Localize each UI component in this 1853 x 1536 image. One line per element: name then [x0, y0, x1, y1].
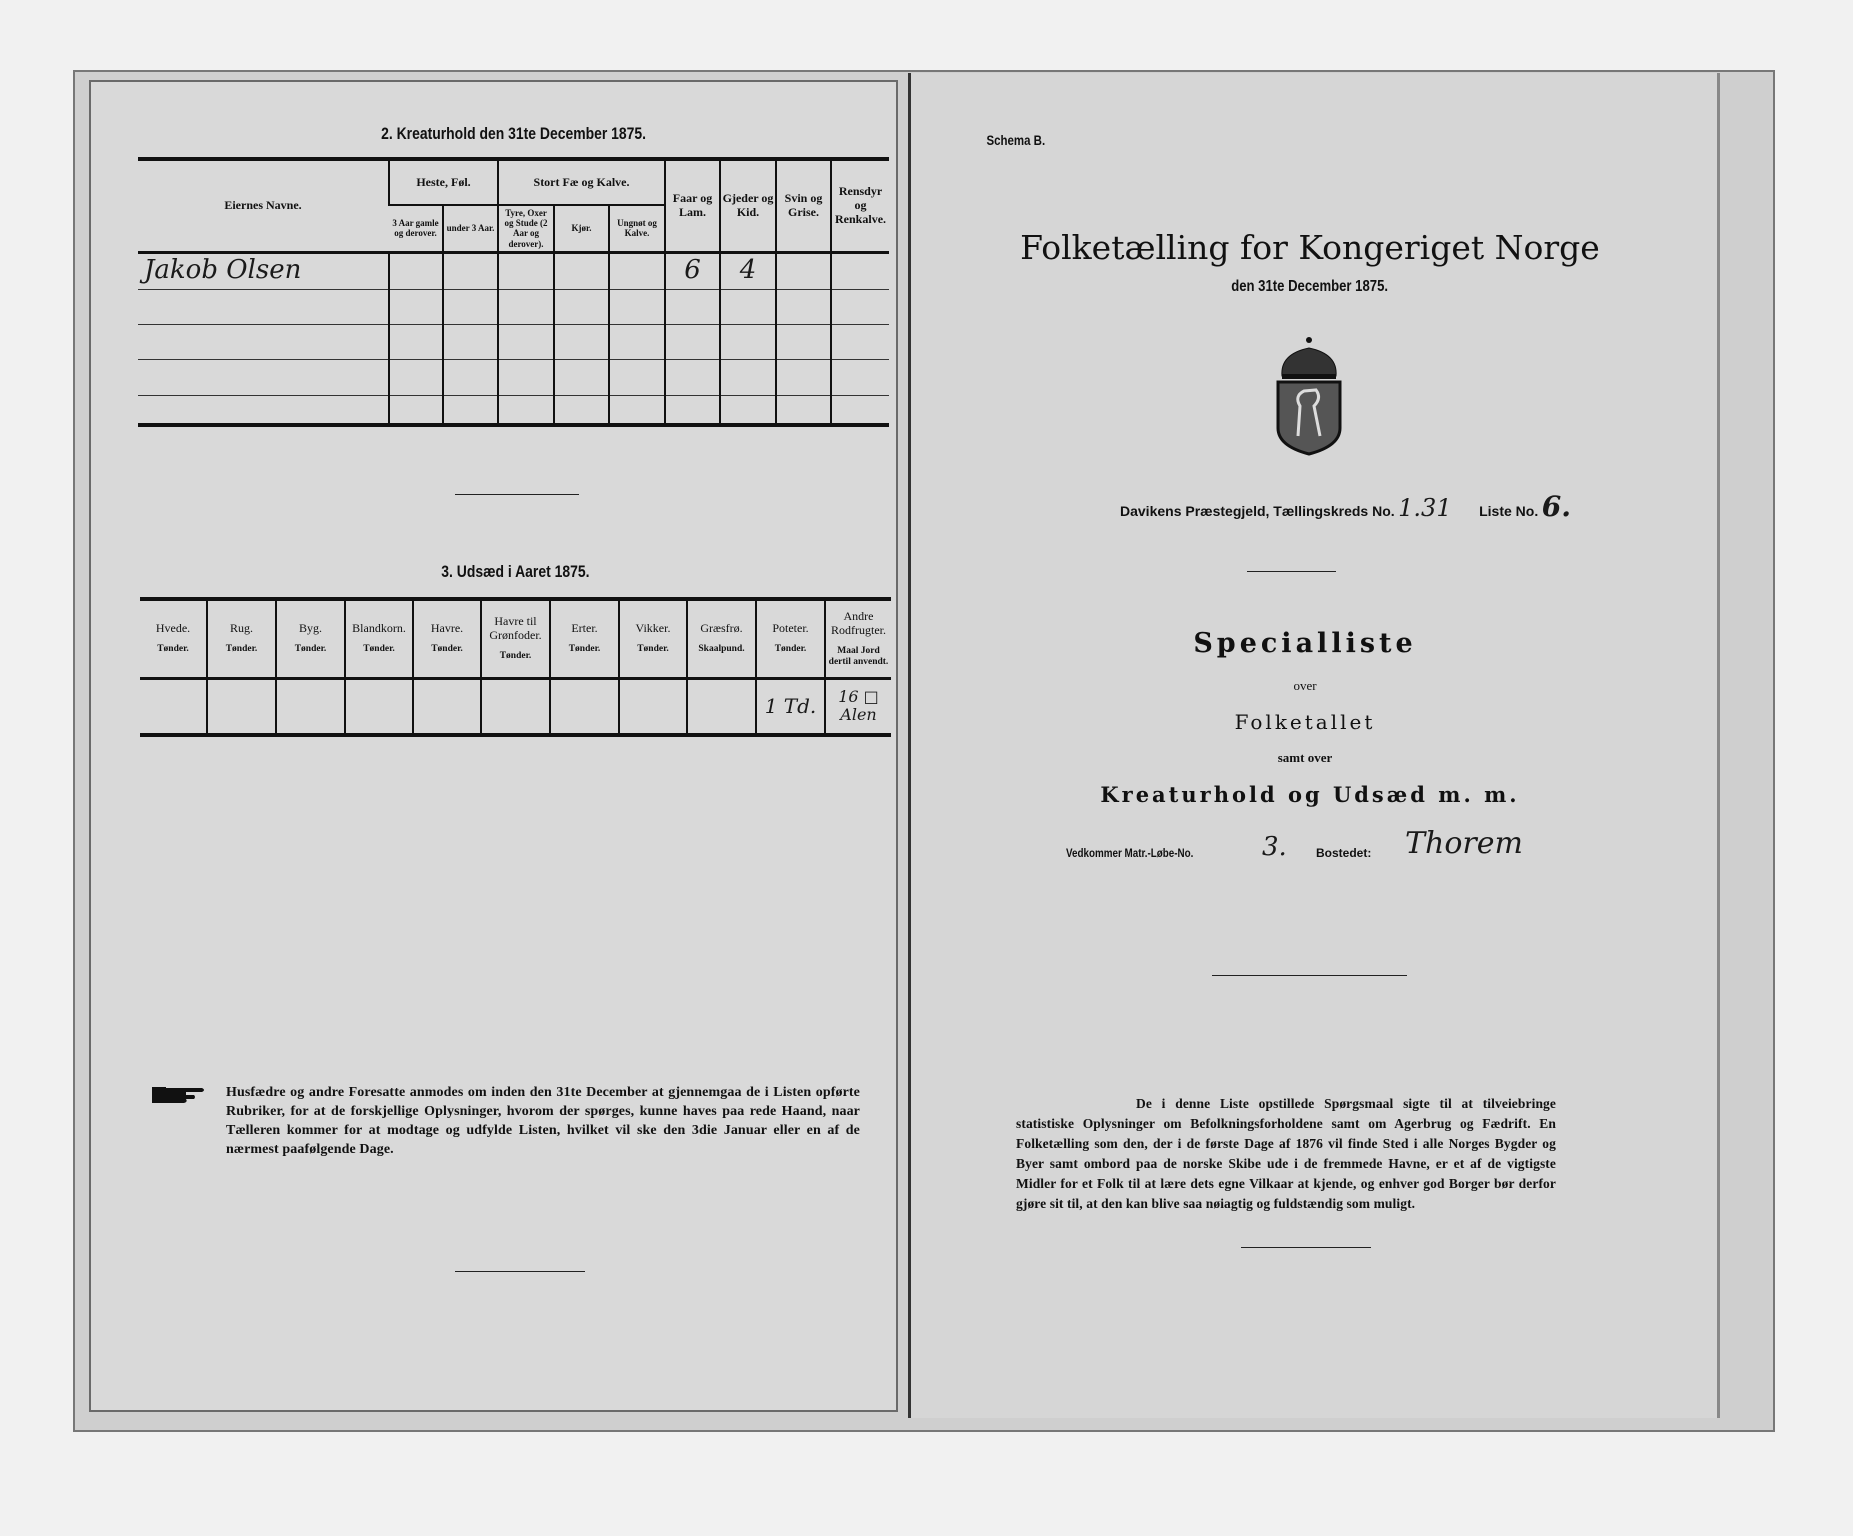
pointing-hand-icon	[150, 1083, 208, 1105]
seed-column-unit: Tønder.	[431, 644, 463, 655]
seed-column-unit: Tønder.	[157, 644, 189, 655]
seed-table	[140, 597, 891, 737]
header-horses-adult: 3 Aar gamle og derover.	[392, 217, 439, 239]
matr-label: Vedkommer Matr.-Løbe-No.	[1066, 846, 1194, 860]
header-cows: Kjør.	[554, 205, 609, 252]
table-row	[138, 252, 889, 289]
seed-value-cell	[619, 678, 687, 735]
district-number: 1.31	[1398, 494, 1452, 522]
seed-header-cell	[345, 599, 413, 678]
header-calves: Ungnøt og Kalve.	[609, 205, 665, 252]
seed-value-cell	[687, 678, 756, 735]
seed-header-cell	[276, 599, 345, 678]
seed-column-unit: Skaalpund.	[698, 644, 745, 655]
right-page	[908, 73, 1720, 1418]
bosted-value: Thorem	[1405, 826, 1523, 861]
sheep-count: 6	[665, 252, 720, 289]
seed-value-cell	[140, 678, 207, 735]
seed-value-cell	[413, 678, 481, 735]
goats-count: 4	[720, 252, 776, 289]
header-reindeer: Rensdyr og Renkalve.	[831, 159, 889, 252]
seed-column-name: Græsfrø.	[700, 621, 743, 636]
page-subtitle: den 31te December 1875.	[1231, 278, 1389, 295]
notice-text: Husfædre og andre Foresatte anmodes om inden den 31te December at gjennemgaa de i Listen opførte Rubriker, for at de forskjellige Oplysninger, hvorom der spørges, kunne haves paa rede Haand, naar Tælleren kommer for at modtage og udfylde Listen, hvilket vil ske den 3die Januar eller en af de nærmest paafølgende Dage.	[226, 1085, 860, 1157]
bosted-label: Bostedet:	[1316, 846, 1372, 860]
seed-header-cell	[756, 599, 825, 678]
folketallet-text: Folketallet	[1234, 710, 1376, 734]
district-line	[1120, 490, 1680, 523]
seed-column-name: Hvede.	[155, 621, 191, 636]
schema-label: Schema B.	[986, 132, 1046, 148]
seed-header-cell	[140, 599, 207, 678]
specialliste-heading: Specialliste	[1193, 628, 1417, 659]
section3-title: 3. Udsæd i Aaret 1875.	[441, 562, 590, 581]
divider	[1241, 1247, 1371, 1248]
table-row	[138, 324, 889, 359]
seed-column-name: Havre.	[430, 621, 464, 636]
seed-column-name: Havre til Grønfoder.	[489, 614, 542, 643]
seed-value-cell	[481, 678, 550, 735]
seed-header-cell	[825, 599, 891, 678]
seed-header-cell	[413, 599, 481, 678]
section2-title: 2. Kreaturhold den 31te December 1875.	[381, 124, 646, 143]
seed-column-unit: Maal Jord dertil anvendt.	[828, 645, 889, 667]
table-row	[138, 395, 889, 425]
seed-header-cell	[619, 599, 687, 678]
owner-name: Jakob Olsen	[144, 255, 302, 286]
seed-column-name: Blandkorn.	[352, 621, 406, 636]
header-horses-young: under 3 Aar.	[443, 205, 498, 252]
seed-column-unit: Tønder.	[568, 644, 601, 655]
page-title: Folketælling for Kongeriget Norge	[1020, 228, 1600, 267]
seed-column-unit: Tønder.	[294, 644, 327, 655]
seed-value-cell: 1 Td.	[756, 678, 825, 735]
seed-column-name: Erter.	[571, 621, 598, 636]
seed-column-name: Vikker.	[635, 621, 671, 636]
table-row	[138, 289, 889, 324]
info-paragraph: De i denne Liste opstillede Spørgsmaal sigte til at tilveiebringe statistiske Oplysninger om Befolkningsforholdene samt om Agerbrug og Fædrift. En Folketælling som den, der i de første Dage af 1876 vil finde Sted i alle Norges Bygder og Byer samt ombord paa de norske Skibe ude i de fremmede Havne, er et af de vigtigste Midler for et Folk til at lære dets egne Vilkaar at kjende, og enhver god Borger bør derfor gjøre sit til, at den kan blive saa nøiagtig og fuldstændig som muligt.	[1016, 1096, 1556, 1211]
over-text: over	[1293, 678, 1317, 693]
seed-column-name: Andre Rodfrugter.	[831, 609, 886, 637]
seed-column-unit: Tønder.	[225, 644, 258, 655]
list-number: 6.	[1541, 490, 1571, 523]
seed-column-name: Poteter.	[772, 621, 809, 636]
seed-column-unit: Tønder.	[637, 644, 669, 655]
header-owner: Eiernes Navne.	[224, 197, 302, 212]
table-row	[138, 359, 889, 395]
livestock-table	[138, 157, 889, 427]
seed-column-name: Byg.	[298, 621, 322, 636]
list-label: Liste No.	[1479, 503, 1539, 519]
header-goats: Gjeder og Kid.	[720, 159, 776, 252]
seed-value-cell: 16 □ Alen	[825, 678, 891, 735]
seed-header-cell	[481, 599, 550, 678]
divider	[1212, 975, 1407, 976]
seed-column-unit: Tønder.	[774, 644, 807, 655]
seed-column-unit: Tønder.	[499, 651, 532, 662]
header-bulls: Tyre, Oxer og Stude (2 Aar og derover).	[498, 205, 554, 252]
header-horses: Heste, Føl.	[389, 159, 498, 205]
seed-column-name: Rug.	[229, 621, 253, 636]
seed-header-cell	[207, 599, 276, 678]
coat-of-arms-icon	[1274, 336, 1344, 456]
samt-over-text: samt over	[1277, 750, 1333, 765]
seed-value-cell	[276, 678, 345, 735]
seed-value-cell	[550, 678, 619, 735]
table-row	[140, 678, 891, 735]
seed-value-cell	[207, 678, 276, 735]
header-pigs: Svin og Grise.	[776, 159, 831, 252]
divider	[1247, 571, 1336, 572]
divider	[455, 494, 579, 495]
seed-header-cell	[687, 599, 756, 678]
seed-value-cell	[345, 678, 413, 735]
parish-label: Davikens Præstegjeld, Tællingskreds No.	[1120, 503, 1395, 519]
header-sheep: Faar og Lam.	[665, 159, 720, 252]
seed-header-cell	[550, 599, 619, 678]
header-cattle: Stort Fæ og Kalve.	[498, 159, 665, 205]
seed-column-unit: Tønder.	[363, 644, 395, 655]
divider	[455, 1271, 585, 1272]
subject-text: Kreaturhold og Udsæd m. m.	[1100, 782, 1520, 807]
matr-number: 3.	[1262, 832, 1287, 862]
